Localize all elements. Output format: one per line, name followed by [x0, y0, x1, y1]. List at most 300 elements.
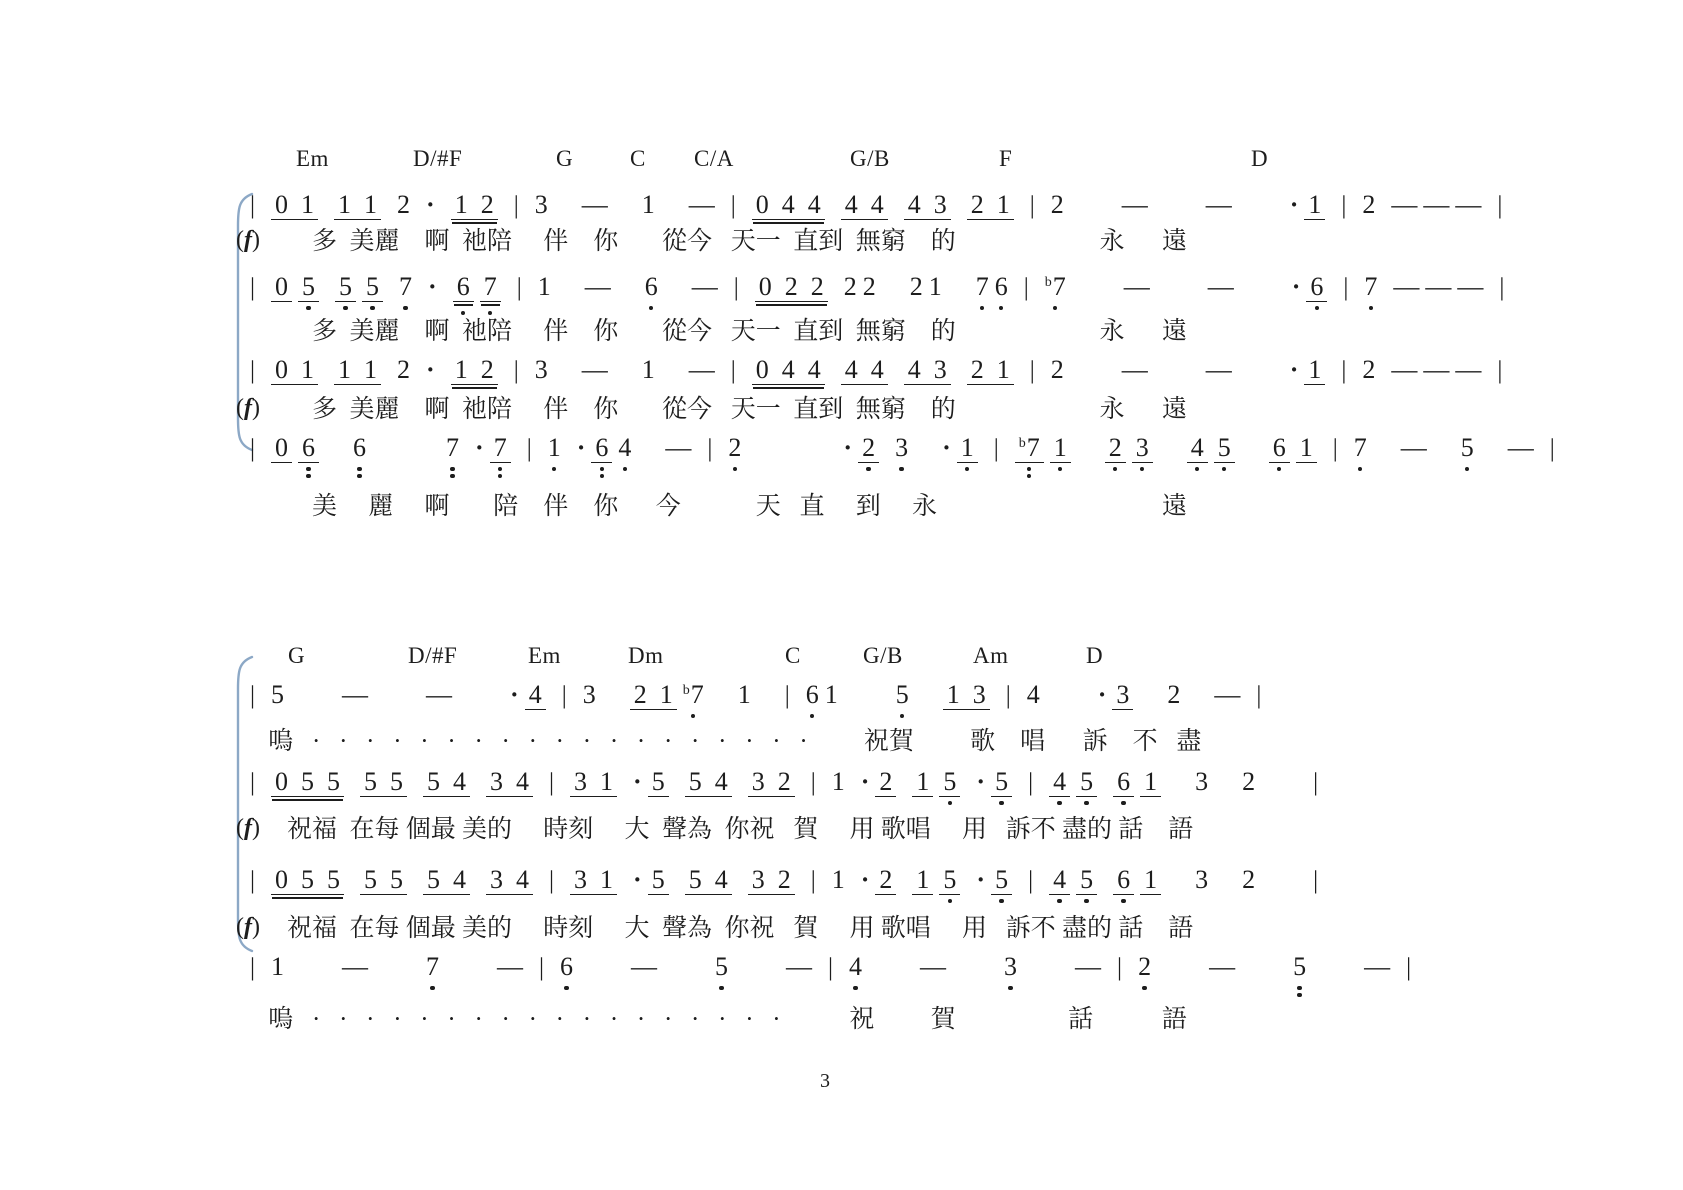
octave-dots: [446, 464, 459, 478]
octave-dots: [560, 983, 573, 990]
note-digit: 1: [641, 355, 655, 384]
note: [630, 680, 677, 710]
barline: |: [993, 435, 999, 462]
octave-dots: [298, 464, 319, 478]
note-digit: 6: [1117, 767, 1131, 796]
octave-dots: [957, 464, 978, 471]
note-digit: 2: [1050, 190, 1064, 219]
octave-dots: [591, 464, 612, 478]
duration-dash: —: [1391, 355, 1418, 384]
octave-dots: [1015, 464, 1044, 478]
note-digit: 3: [534, 355, 548, 384]
note-digit: 3 2: [751, 767, 791, 796]
note: [423, 767, 470, 797]
note: [271, 433, 292, 463]
note-digit: 1: [537, 272, 551, 301]
barline: |: [1005, 682, 1011, 709]
note: [832, 767, 845, 796]
note-digit: 4: [528, 680, 542, 709]
duration-dash: —: [1423, 355, 1450, 384]
barline: |: [1341, 357, 1347, 384]
note-digit: 2: [397, 190, 411, 219]
barline: |: [250, 357, 256, 384]
duration-dash: —: [631, 952, 658, 981]
note-digit: 7: [1026, 433, 1040, 462]
note: [1167, 680, 1180, 709]
note-digit: 6: [805, 680, 819, 709]
note: [360, 865, 407, 895]
octave-dots: [298, 303, 319, 310]
octave-dots: [849, 983, 862, 990]
barline: |: [1499, 274, 1505, 301]
note-digit: 5: [651, 865, 665, 894]
dynamic-marking-forte: (f): [236, 914, 260, 940]
note-digit: 4: [849, 952, 863, 981]
note: [271, 865, 344, 895]
note: [1051, 190, 1064, 219]
octave-dots: [1076, 798, 1097, 805]
duration-dash: —: [581, 355, 608, 384]
duration-dash: —: [1423, 190, 1450, 219]
rhythm-dot: ·: [576, 433, 586, 462]
note-digit: 3: [1004, 952, 1018, 981]
note: [1187, 433, 1208, 463]
note-digit: 7: [446, 433, 460, 462]
octave-dots: [858, 464, 879, 471]
note-digit: 0 5 5: [275, 865, 341, 894]
duration-dash: —: [1209, 952, 1236, 981]
octave-dots: [353, 464, 366, 478]
barline: |: [561, 682, 567, 709]
note: [858, 433, 879, 463]
octave-dots: [1269, 464, 1290, 471]
note: [1304, 190, 1325, 220]
note: [1304, 355, 1325, 385]
note: [1112, 680, 1133, 710]
duration-dash: —: [1121, 355, 1148, 384]
note-digit: 1: [1053, 433, 1067, 462]
notes-line: [250, 433, 1555, 463]
note-digit: 6: [994, 272, 1008, 301]
octave-dots: [480, 308, 501, 315]
note: [738, 680, 751, 709]
note: [912, 767, 933, 797]
note: [486, 865, 533, 895]
rhythm-dot: ·: [843, 433, 853, 462]
barline: |: [1029, 357, 1035, 384]
note: [1461, 433, 1474, 462]
duration-dash: —: [1214, 680, 1241, 709]
note-digit: 5: [995, 865, 1009, 894]
notes-line: [250, 190, 1502, 220]
duration-dash: —: [665, 433, 692, 462]
barline: |: [516, 274, 522, 301]
note-digit: 3: [582, 680, 596, 709]
note: [451, 190, 498, 220]
octave-dots: [1113, 896, 1134, 903]
note: [939, 767, 960, 797]
note-digit: 2: [909, 272, 923, 301]
lyric-line: 美 麗 啊 陪 伴 你 今 天 直 到 永 遠: [262, 493, 1188, 520]
octave-dots: [490, 464, 511, 478]
duration-dash: —: [920, 952, 947, 981]
note-digit: 1 2: [454, 190, 494, 219]
note-digit: 6: [644, 272, 658, 301]
note-digit: 3 1: [574, 865, 614, 894]
note-digit: 5: [651, 767, 665, 796]
octave-dots: [1293, 983, 1306, 997]
note: [844, 272, 857, 301]
barline: |: [1029, 192, 1035, 219]
octave-dots: [1187, 464, 1208, 471]
octave-dots: [1045, 303, 1066, 310]
octave-dots: [362, 303, 383, 310]
octave-dots: [618, 464, 631, 471]
barline: |: [250, 682, 256, 709]
chord-label: D: [1251, 146, 1269, 171]
note-digit: 1: [547, 433, 561, 462]
octave-dots: [939, 896, 960, 903]
octave-dots: [426, 983, 439, 990]
note: [642, 355, 655, 384]
note: [910, 272, 923, 301]
octave-dots: [1049, 896, 1070, 903]
octave-dots: [715, 983, 728, 990]
note: [957, 433, 978, 463]
note: [271, 767, 344, 797]
rhythm-dot: ·: [510, 680, 519, 709]
barline: |: [784, 682, 790, 709]
note-digit: 2 1: [970, 190, 1010, 219]
octave-dots: [991, 798, 1012, 805]
barline: |: [828, 954, 834, 981]
note-digit: 5: [1080, 865, 1094, 894]
octave-dots: [939, 798, 960, 805]
note-digit: 7: [493, 433, 507, 462]
octave-dots: [1354, 464, 1367, 471]
note-digit: 6: [560, 952, 574, 981]
rhythm-dot: ·: [1289, 355, 1299, 384]
note-digit: 7: [483, 272, 497, 301]
note-digit: 2: [843, 272, 857, 301]
note: [755, 272, 828, 302]
note: [451, 355, 498, 385]
note-digit: 2: [1362, 355, 1376, 384]
note: [967, 190, 1014, 220]
lyric-line: 嗚 · · · · · · · · · · · · · · · · · · 祝 賀 話 語: [262, 1006, 1187, 1033]
duration-dash: —: [691, 272, 718, 301]
octave-dots: [1306, 303, 1327, 310]
note: [271, 680, 284, 709]
note-digit: 2 1: [633, 680, 673, 709]
note-digit: 1: [916, 865, 930, 894]
note: [685, 767, 732, 797]
barline: |: [1256, 682, 1262, 709]
barline: |: [1028, 867, 1034, 894]
octave-dots: [548, 464, 561, 471]
rhythm-dot: ·: [633, 767, 642, 796]
note-digit: 0 4 4: [755, 355, 821, 384]
note-digit: 1: [1308, 190, 1322, 219]
note: [486, 767, 533, 797]
barline: |: [250, 954, 256, 981]
note-digit: 1: [928, 272, 942, 301]
octave-dots: [991, 896, 1012, 903]
octave-dots: [1113, 798, 1134, 805]
note-digit: 2: [879, 767, 893, 796]
note-digit: 7: [1353, 433, 1367, 462]
note-digit: 1: [271, 952, 285, 981]
note-digit: 1 2: [454, 355, 494, 384]
note: [875, 865, 896, 895]
note-digit: 1: [1144, 767, 1158, 796]
note: [715, 952, 728, 981]
note-digit: 6: [1310, 272, 1324, 301]
note-digit: 4: [1190, 433, 1204, 462]
note-digit: 5: [1460, 433, 1474, 462]
note: [1113, 767, 1134, 797]
octave-dots: [728, 464, 741, 471]
note-digit: 0: [275, 272, 289, 301]
note-digit: 3: [895, 433, 909, 462]
note: [271, 190, 318, 220]
note: [1113, 865, 1134, 895]
octave-dots: [399, 303, 412, 310]
flat-sign: b: [682, 683, 690, 698]
note-digit: 1: [1308, 355, 1322, 384]
note-digit: 3: [1135, 433, 1149, 462]
duration-dash: —: [1425, 272, 1452, 301]
note-digit: 6: [302, 433, 316, 462]
duration-dash: —: [1393, 272, 1420, 301]
barline: |: [707, 435, 713, 462]
note: [490, 433, 511, 463]
note: [1050, 433, 1071, 463]
note: [875, 767, 896, 797]
note: [1140, 767, 1161, 797]
note: [1306, 272, 1327, 302]
flat-sign: b: [1044, 275, 1052, 290]
note-digit: 3: [1116, 680, 1130, 709]
note-digit: 5: [1217, 433, 1231, 462]
note-digit: 1: [1299, 433, 1313, 462]
note: [1045, 272, 1066, 301]
note: [334, 355, 381, 385]
barline: |: [539, 954, 545, 981]
note: [360, 767, 407, 797]
duration-dash: —: [342, 952, 369, 981]
note: [353, 433, 366, 462]
note-digit: 1: [831, 767, 845, 796]
lyric-line: 嗚 · · · · · · · · · · · · · · · · · · · 祝賀 歌 唱 訴 不 盡: [262, 728, 1202, 755]
note: [1015, 433, 1044, 463]
chord-label: G/B: [850, 146, 890, 171]
note-digit: 5 4: [427, 767, 467, 796]
note: [1004, 952, 1017, 981]
duration-dash: —: [426, 680, 453, 709]
barline: |: [730, 192, 736, 219]
note: [748, 865, 795, 895]
note: [995, 272, 1008, 301]
octave-dots: [683, 711, 704, 718]
note: [896, 680, 909, 709]
note: [271, 272, 292, 302]
chord-label: Em: [296, 146, 329, 171]
note-digit: 5: [1293, 952, 1307, 981]
note: [480, 272, 501, 302]
note-digit: 6: [595, 433, 609, 462]
note-digit: 2: [1138, 952, 1152, 981]
barline: |: [250, 192, 256, 219]
note-digit: 1: [916, 767, 930, 796]
note: [535, 190, 548, 219]
chord-label: G/B: [863, 643, 903, 668]
note-digit: 5: [895, 680, 909, 709]
chord-label: G: [288, 643, 306, 668]
note: [618, 433, 631, 462]
duration-dash: —: [1507, 433, 1534, 462]
note: [1214, 433, 1235, 463]
note-digit: 2: [397, 355, 411, 384]
barline: |: [513, 357, 519, 384]
octave-dots: [895, 464, 908, 471]
octave-dots: [1214, 464, 1235, 471]
note-digit: 4 4: [844, 190, 884, 219]
octave-dots: [1076, 896, 1097, 903]
note: [685, 865, 732, 895]
note-digit: 4: [1053, 767, 1067, 796]
note-digit: 7: [1052, 272, 1066, 301]
note: [548, 433, 561, 462]
note-digit: 4 4: [844, 355, 884, 384]
note-digit: 4: [1026, 680, 1040, 709]
lyric-line: 多 美麗 啊 祂陪 伴 你 從今 天一 直到 無窮 的 永 遠: [262, 228, 1188, 255]
note: [904, 190, 951, 220]
note-digit: 5: [302, 272, 316, 301]
note: [929, 272, 942, 301]
note-digit: 3 4: [490, 865, 530, 894]
rhythm-dot: ·: [860, 767, 870, 796]
note: [841, 355, 888, 385]
barline: |: [1028, 769, 1034, 796]
duration-dash: —: [1457, 272, 1484, 301]
note: [1242, 865, 1255, 894]
note-digit: 6: [1272, 433, 1286, 462]
note-digit: 7: [1364, 272, 1378, 301]
duration-dash: —: [1364, 952, 1391, 981]
octave-dots: [896, 711, 909, 718]
note-digit: 5: [995, 767, 1009, 796]
barline: |: [549, 769, 555, 796]
note: [642, 190, 655, 219]
rhythm-dot: ·: [426, 190, 435, 219]
note-digit: 0 1: [275, 190, 315, 219]
lyric-line: 多 美麗 啊 祂陪 伴 你 從今 天一 直到 無窮 的 永 遠: [262, 396, 1188, 423]
note: [560, 952, 573, 981]
duration-dash: —: [1455, 190, 1482, 219]
note: [362, 272, 383, 302]
barline: |: [733, 274, 739, 301]
duration-dash: —: [497, 952, 524, 981]
barline: |: [730, 357, 736, 384]
duration-dash: —: [1455, 355, 1482, 384]
note-digit: 5 5: [364, 865, 404, 894]
note-digit: 2: [1362, 190, 1376, 219]
duration-dash: —: [584, 272, 611, 301]
barline: |: [250, 769, 256, 796]
rhythm-dot: ·: [1289, 190, 1299, 219]
chord-label: Am: [973, 643, 1009, 668]
note: [453, 272, 474, 302]
note: [1354, 433, 1367, 462]
note: [752, 355, 825, 385]
note: [1027, 680, 1040, 709]
note: [1195, 767, 1208, 796]
note-digit: 5: [943, 767, 957, 796]
duration-dash: —: [342, 680, 369, 709]
barline: |: [1023, 274, 1029, 301]
note: [397, 190, 410, 219]
notes-line: [250, 680, 1261, 710]
note-digit: 2: [1242, 865, 1256, 894]
duration-dash: —: [1207, 272, 1234, 301]
note: [1242, 767, 1255, 796]
notes-line: [250, 272, 1504, 302]
note-digit: 0 1: [275, 355, 315, 384]
note: [525, 680, 546, 710]
note: [1269, 433, 1290, 463]
note: [841, 190, 888, 220]
note-digit: 4: [618, 433, 632, 462]
note-digit: 3 2: [751, 865, 791, 894]
note-digit: 5 4: [427, 865, 467, 894]
octave-dots: [1138, 983, 1151, 990]
rhythm-dot: ·: [633, 865, 642, 894]
note-digit: 3: [1195, 865, 1209, 894]
note-digit: 5: [1080, 767, 1094, 796]
rhythm-dot: ·: [860, 865, 870, 894]
duration-dash: —: [1205, 190, 1232, 219]
note-digit: 1 1: [338, 190, 378, 219]
note-digit: 4: [1053, 865, 1067, 894]
note: [1049, 767, 1070, 797]
duration-dash: —: [1123, 272, 1150, 301]
chord-label: C: [785, 643, 801, 668]
note-digit: 6: [456, 272, 470, 301]
note: [583, 680, 596, 709]
rhythm-dot: ·: [976, 767, 986, 796]
note-digit: 3: [1195, 767, 1209, 796]
rhythm-dot: ·: [1291, 272, 1301, 301]
lyric-line: 祝福 在每 個最 美的 時刻 大 聲為 你祝 賀 用 歌唱 用 訴不 盡的 話 語: [262, 915, 1194, 942]
note-digit: 7: [690, 680, 704, 709]
rhythm-dot: ·: [942, 433, 951, 462]
note: [1049, 865, 1070, 895]
duration-dash: —: [688, 355, 715, 384]
chord-label: C: [630, 146, 646, 171]
chord-label: Dm: [628, 643, 664, 668]
note-digit: 2: [1108, 433, 1122, 462]
octave-dots: [1364, 303, 1377, 310]
note-digit: 1 1: [338, 355, 378, 384]
octave-dots: [1049, 798, 1070, 805]
note: [967, 355, 1014, 385]
note: [832, 865, 845, 894]
barline: |: [513, 192, 519, 219]
note: [1076, 865, 1097, 895]
barline: |: [1313, 867, 1319, 894]
barline: |: [250, 274, 256, 301]
